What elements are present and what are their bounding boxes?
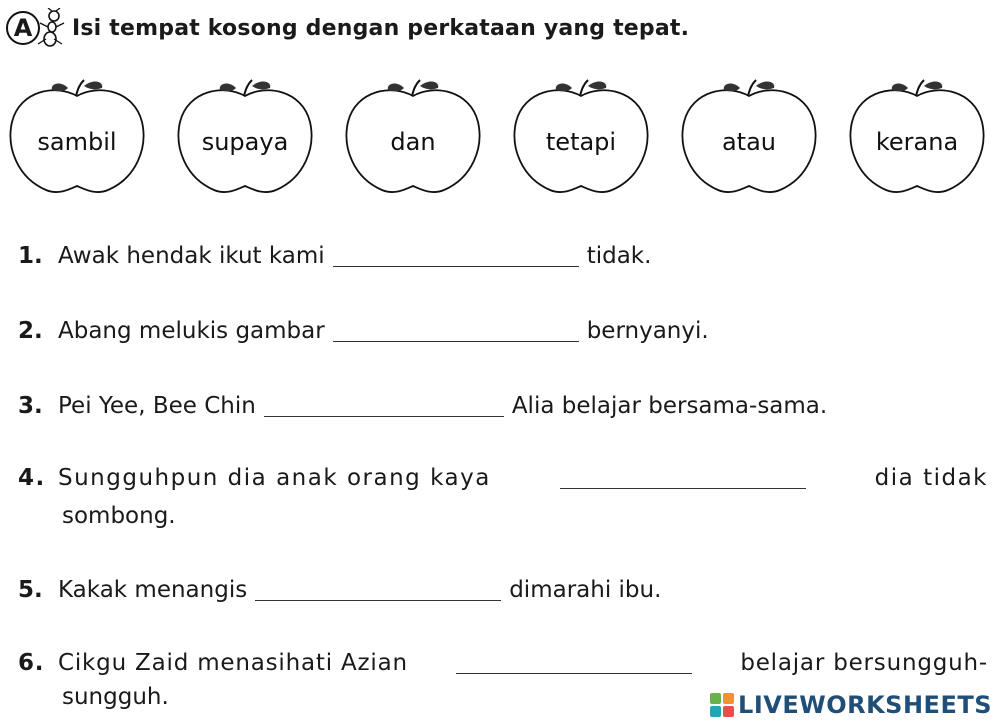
word-bank-apple	[510, 78, 652, 196]
liveworksheets-watermark	[710, 691, 992, 719]
exercise-header	[6, 8, 689, 48]
answer-blank[interactable]	[333, 246, 579, 267]
answer-blank[interactable]	[560, 468, 806, 489]
question-2	[18, 311, 709, 351]
brand-text: LIVEWORKSHEETS	[738, 691, 992, 719]
word-option: tetapi	[545, 128, 617, 156]
word-option: supaya	[201, 128, 289, 156]
question-text-after: bernyanyi.	[586, 318, 709, 344]
question-4	[18, 458, 988, 498]
instruction-text: Isi tempat kosong dengan perkataan yang tepat.	[72, 15, 690, 41]
section-badge: A	[6, 11, 40, 45]
answer-blank[interactable]	[255, 580, 501, 601]
question-1	[18, 236, 651, 276]
question-number: 4.	[18, 465, 46, 491]
question-number: 2.	[18, 318, 43, 344]
question-text-after: dimarahi ibu.	[509, 577, 662, 603]
question-text-after: belajar bersungguh-	[740, 650, 988, 676]
answer-blank[interactable]	[456, 653, 692, 674]
question-text-before: Pei Yee, Bee Chin	[58, 393, 256, 419]
word-option: dan	[390, 128, 436, 156]
question-text-before: Cikgu Zaid menasihati Azian	[58, 650, 408, 676]
liveworksheets-logo-icon	[710, 693, 734, 717]
word-bank-apple	[342, 78, 484, 196]
word-bank-apple	[846, 78, 988, 196]
word-bank	[6, 78, 996, 198]
question-text-after: Alia belajar bersama-sama.	[511, 393, 828, 419]
word-bank-apple	[6, 78, 148, 196]
answer-blank[interactable]	[333, 321, 579, 342]
question-number: 3.	[18, 393, 43, 419]
ant-mascot-icon	[34, 8, 68, 48]
question-6-continuation: sungguh.	[62, 684, 169, 710]
question-text-after: tidak.	[586, 243, 652, 269]
word-bank-apple	[174, 78, 316, 196]
question-text-before: Sungguhpun dia anak orang kaya	[58, 465, 491, 491]
question-3	[18, 386, 827, 426]
question-text-after: dia tidak	[874, 465, 988, 491]
word-option: kerana	[875, 128, 959, 156]
question-number: 5.	[18, 577, 43, 603]
word-option: atau	[721, 128, 777, 156]
answer-blank[interactable]	[264, 396, 504, 417]
question-number: 1.	[18, 243, 43, 269]
question-5	[18, 570, 661, 610]
word-option: sambil	[37, 128, 117, 156]
word-bank-apple	[678, 78, 820, 196]
question-text-before: Awak hendak ikut kami	[58, 243, 325, 269]
question-text-before: Abang melukis gambar	[58, 318, 325, 344]
question-6	[18, 643, 988, 683]
question-4-continuation: sombong.	[62, 503, 176, 529]
question-text-before: Kakak menangis	[58, 577, 248, 603]
question-number: 6.	[18, 650, 45, 676]
